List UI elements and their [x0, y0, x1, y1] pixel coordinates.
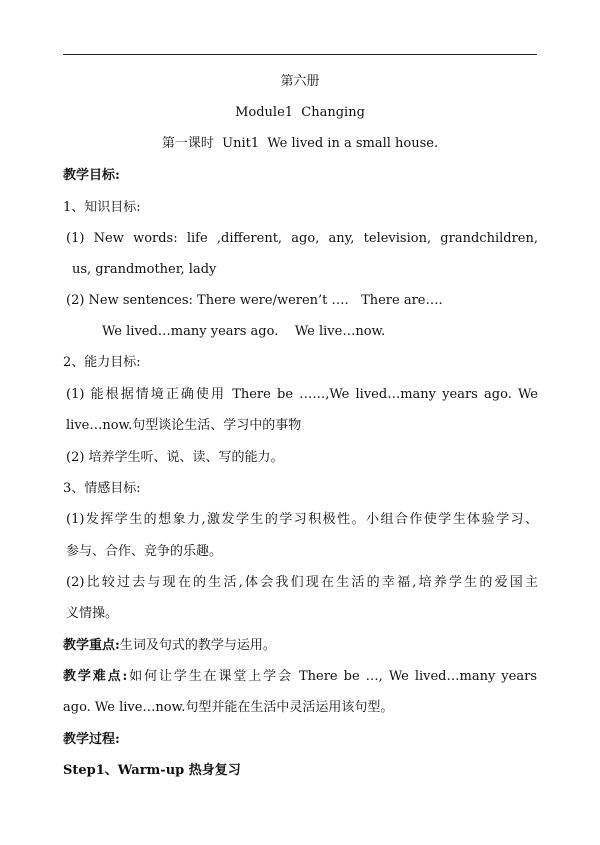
- volume-title: 第六册: [280, 74, 320, 89]
- new-words-line-2: us, grandmother, lady: [72, 262, 217, 277]
- ability-item-1-line-1: (1) 能根据情境正确使用 There be ……,We lived…many years ago. We: [66, 387, 538, 402]
- new-sentences-line-2: We lived…many years ago. We live…now.: [102, 324, 386, 339]
- emotion-item-1-line-2: 参与、合作、竞争的乐趣。: [66, 544, 223, 559]
- difficulty-text-1: 如何让学生在课堂上学会 There be …, We lived…many years: [127, 669, 537, 684]
- difficulty-line-2: ago. We live…now.句型并能在生活中灵活运用该句型。: [63, 700, 394, 715]
- difficulty-line-1: [63, 668, 537, 686]
- new-words-line-1: (1) New words: life ,different, ago, any, television, grandchildren,: [66, 231, 538, 246]
- new-sentences-line-1: (2) New sentences: There were/weren’t …. There are….: [66, 293, 443, 308]
- emotion-item-2-line-2: 义情操。: [66, 606, 119, 621]
- emotion-heading: 3、情感目标:: [63, 481, 141, 496]
- goals-heading: 教学目标:: [63, 168, 120, 183]
- key-points-text: 生词及句式的教学与运用。: [119, 638, 276, 653]
- key-points: [63, 637, 276, 655]
- knowledge-heading: 1、知识目标:: [63, 200, 141, 215]
- ability-item-1-line-2: live…now.句型谈论生活、学习中的事物: [66, 418, 302, 433]
- process-heading: 教学过程:: [63, 732, 120, 747]
- ability-item-2: (2) 培养学生听、说、读、写的能力。: [66, 450, 284, 465]
- step1-heading: Step1、Warm-up 热身复习: [63, 763, 241, 778]
- lesson-title: 第一课时 Unit1 We lived in a small house.: [161, 136, 439, 151]
- ability-heading: 2、能力目标:: [63, 355, 141, 370]
- key-points-label: 教学重点:: [63, 638, 120, 653]
- emotion-item-2-line-1: (2)比较过去与现在的生活,体会我们现在生活的幸福,培养学生的爱国主: [66, 575, 538, 590]
- difficulty-label: 教学难点:: [63, 669, 128, 684]
- emotion-item-1-line-1: (1)发挥学生的想象力,激发学生的学习积极性。小组合作使学生体验学习、: [66, 512, 538, 527]
- header-rule: [63, 54, 537, 55]
- module-title: Module1 Changing: [235, 105, 365, 120]
